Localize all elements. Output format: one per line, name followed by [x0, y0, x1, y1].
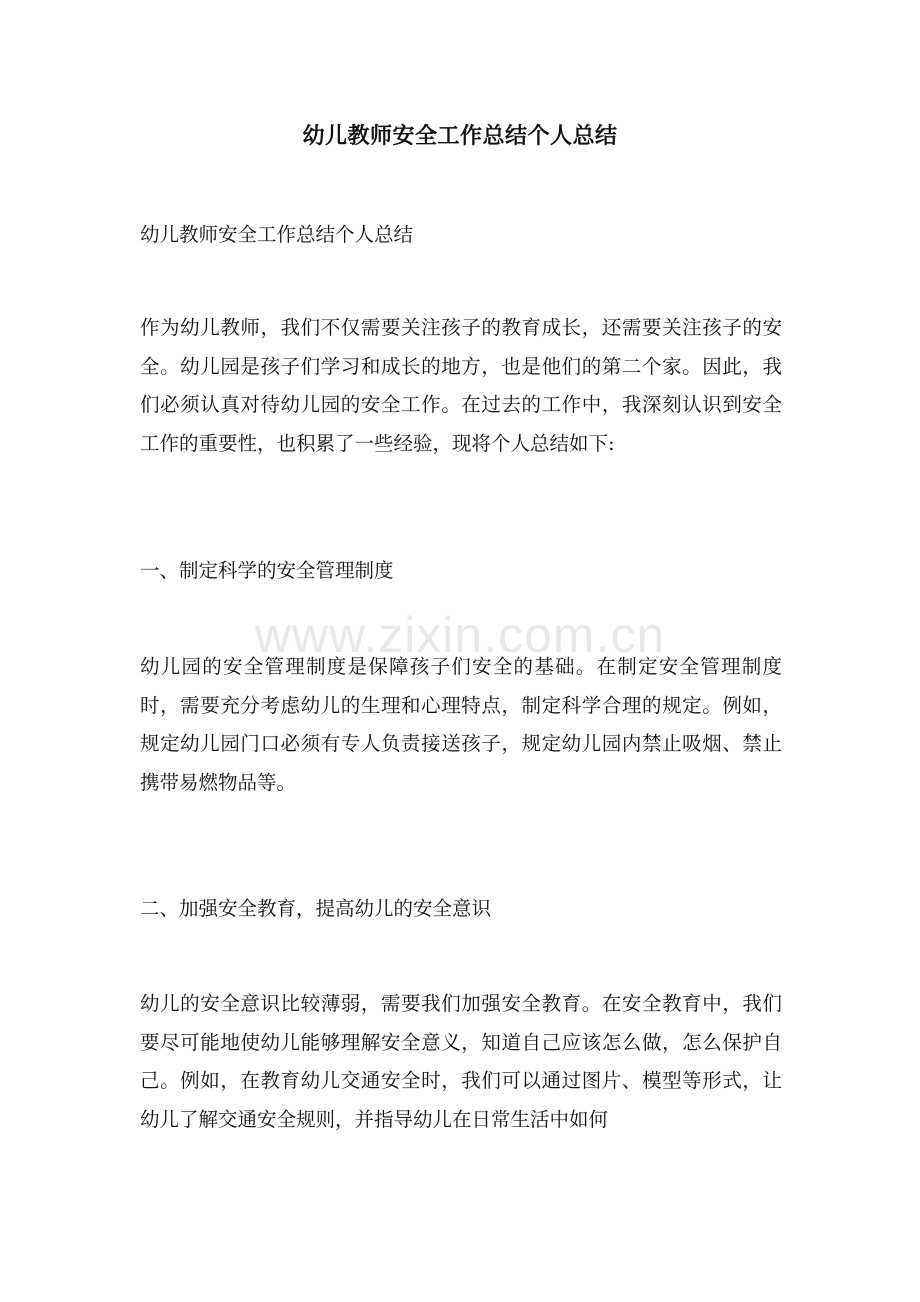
document-title: 幼儿教师安全工作总结个人总结: [302, 123, 618, 149]
document-subtitle: 幼儿教师安全工作总结个人总结: [140, 223, 414, 246]
section-1-paragraph: 幼儿园的安全管理制度是保障孩子们安全的基础。在制定安全管理制度时，需要充分考虑幼儿的生理和心理特点，制定科学合理的规定。例如，规定幼儿园门口必须有专人负责接送孩子，规定幼儿园内禁止吸烟、禁止携带易燃物品等。: [140, 655, 782, 794]
intro-paragraph: 作为幼儿教师，我们不仅需要关注孩子的教育成长，还需要关注孩子的安全。幼儿园是孩子们学习和成长的地方，也是他们的第二个家。因此，我们必须认真对待幼儿园的安全工作。在过去的工作中，我深刻认识到安全工作的重要性，也积累了一些经验，现将个人总结如下:: [140, 316, 782, 455]
section-2-heading: 二、加强安全教育，提高幼儿的安全意识: [140, 897, 492, 920]
section-1-heading: 一、制定科学的安全管理制度: [140, 559, 394, 582]
section-2-paragraph: 幼儿的安全意识比较薄弱，需要我们加强安全教育。在安全教育中，我们要尽可能地使幼儿能够理解安全意义，知道自己应该怎么做，怎么保护自己。例如，在教育幼儿交通安全时，我们可以通过图片、模型等形式，让幼儿了解交通安全规则，并指导幼儿在日常生活中如何: [140, 992, 782, 1131]
watermark: www.zixin.com.cn: [254, 607, 666, 663]
